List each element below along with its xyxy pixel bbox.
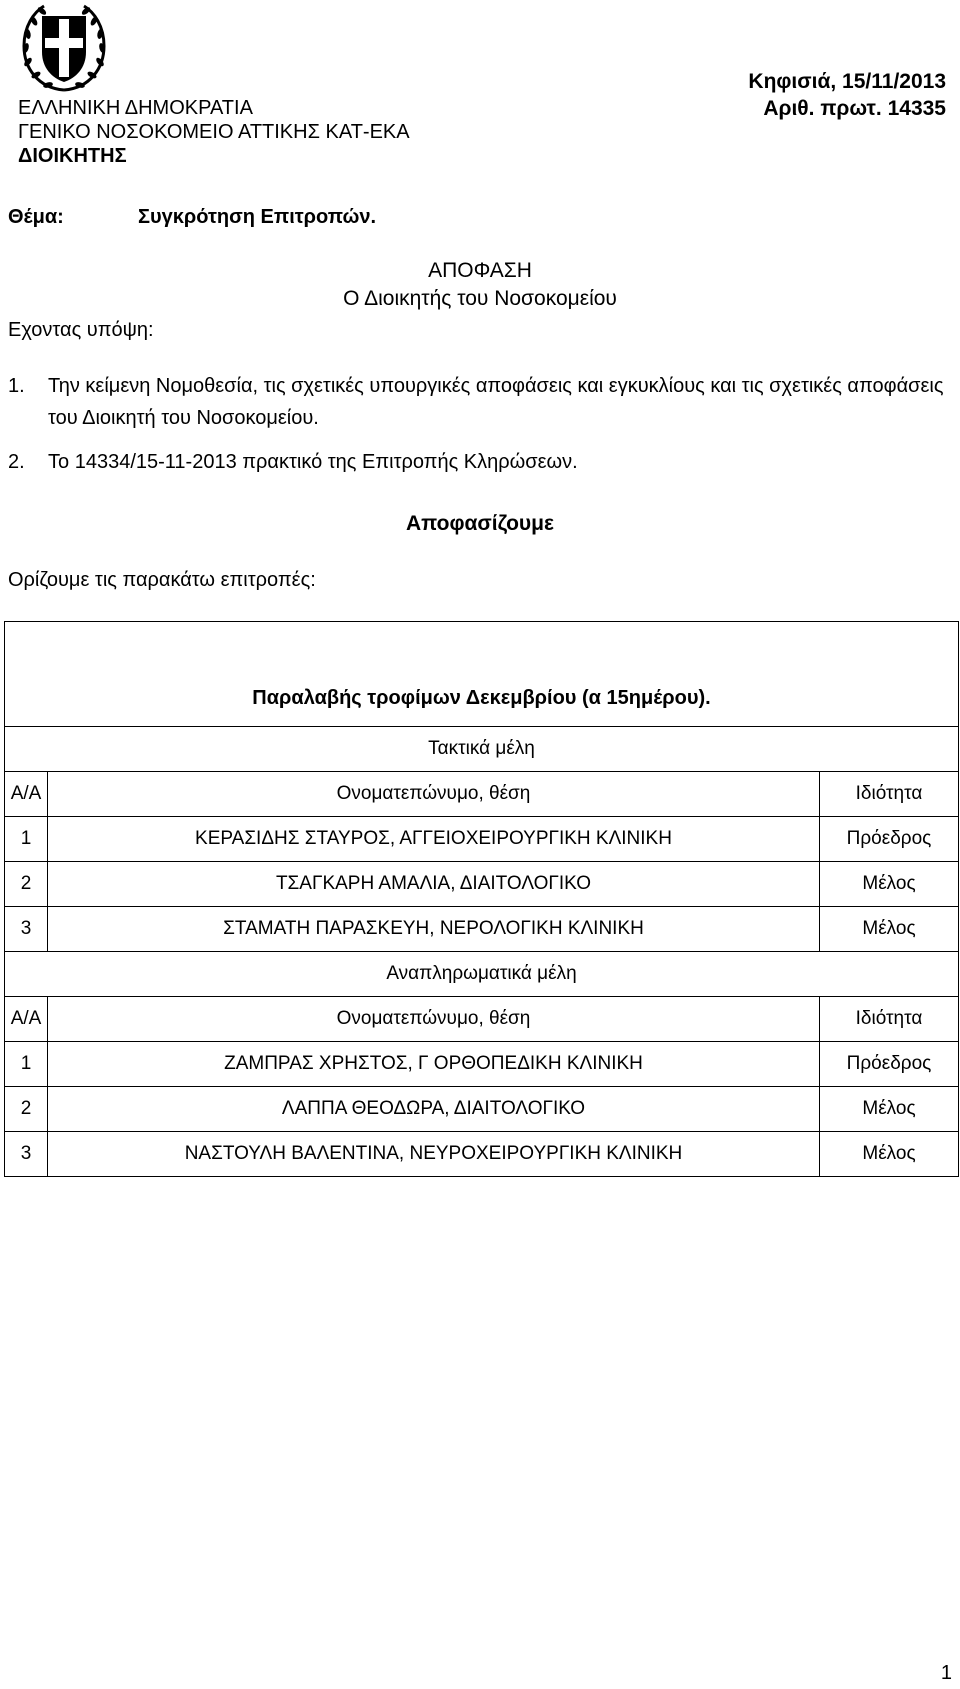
row-name: ΣΤΑΜΑΤΗ ΠΑΡΑΣΚΕΥΗ, ΝΕΡΟΛΟΓΙΚΗ ΚΛΙΝΙΚΗ bbox=[48, 907, 820, 952]
row-name: ΤΣΑΓΚΑΡΗ ΑΜΑΛΙΑ, ΔΙΑΙΤΟΛΟΓΙΚΟ bbox=[48, 862, 820, 907]
row-role: Μέλος bbox=[820, 1132, 959, 1177]
considering-label: Εχοντας υπόψη: bbox=[8, 319, 154, 341]
protocol-number: Αριθ. πρωτ. 14335 bbox=[763, 97, 946, 120]
list-item bbox=[8, 446, 948, 478]
row-role: Πρόεδρος bbox=[820, 1042, 959, 1087]
committee-table bbox=[4, 621, 959, 1177]
list-item bbox=[8, 370, 948, 434]
alternate-members-row bbox=[5, 952, 959, 997]
row-role: Μέλος bbox=[820, 907, 959, 952]
column-header-name: Ονοματεπώνυμο, θέση bbox=[48, 772, 820, 817]
resolution-title: Αποφασίζουμε bbox=[406, 512, 554, 535]
committee-title-row bbox=[5, 622, 959, 727]
row-index: 1 bbox=[5, 817, 48, 862]
decision-subtitle: Ο Διοικητής του Νοσοκομείου bbox=[343, 287, 617, 310]
decision-title-block bbox=[0, 257, 960, 313]
list-item-number: 2. bbox=[8, 451, 25, 473]
issuer-block bbox=[18, 96, 410, 168]
regular-members-label: Τακτικά μέλη bbox=[5, 727, 959, 772]
table-row bbox=[5, 907, 959, 952]
considering-list bbox=[8, 370, 948, 490]
decision-title: ΑΠΟΦΑΣΗ bbox=[428, 259, 532, 282]
row-role: Μέλος bbox=[820, 1087, 959, 1132]
row-role: Πρόεδρος bbox=[820, 817, 959, 862]
row-role: Μέλος bbox=[820, 862, 959, 907]
column-header-name: Ονοματεπώνυμο, θέση bbox=[48, 997, 820, 1042]
table-row bbox=[5, 817, 959, 862]
row-index: 2 bbox=[5, 1087, 48, 1132]
row-name: ΝΑΣΤΟΥΛΗ ΒΑΛΕΝΤΙΝΑ, ΝΕΥΡΟΧΕΙΡΟΥΡΓΙΚΗ ΚΛΙΝΙΚΗ bbox=[48, 1132, 820, 1177]
committee-title: Παραλαβής τροφίμων Δεκεμβρίου (α 15ημέρου). bbox=[5, 622, 959, 727]
table-header-row bbox=[5, 772, 959, 817]
column-header-index: Α/Α bbox=[5, 772, 48, 817]
row-index: 2 bbox=[5, 862, 48, 907]
table-row bbox=[5, 1042, 959, 1087]
subject-text: Συγκρότηση Επιτροπών. bbox=[138, 206, 377, 228]
alternate-members-label: Αναπληρωματικά μέλη bbox=[5, 952, 959, 997]
row-index: 3 bbox=[5, 907, 48, 952]
row-index: 3 bbox=[5, 1132, 48, 1177]
list-item-number: 1. bbox=[8, 375, 25, 397]
column-header-index: Α/Α bbox=[5, 997, 48, 1042]
page-number: 1 bbox=[940, 1662, 952, 1684]
row-index: 1 bbox=[5, 1042, 48, 1087]
republic-name: ΕΛΛΗΝΙΚΗ ΔΗΜΟΚΡΑΤΙΑ bbox=[18, 97, 253, 119]
subject-label: Θέμα: bbox=[8, 206, 64, 228]
resolution-intro: Ορίζουμε τις παρακάτω επιτροπές: bbox=[8, 569, 316, 591]
column-header-role: Ιδιότητα bbox=[820, 772, 959, 817]
date-protocol-block bbox=[748, 68, 946, 122]
table-row bbox=[5, 862, 959, 907]
row-name: ΚΕΡΑΣΙΔΗΣ ΣΤΑΥΡΟΣ, ΑΓΓΕΙΟΧΕΙΡΟΥΡΓΙΚΗ ΚΛΙΝΙΚΗ bbox=[48, 817, 820, 862]
column-header-role: Ιδιότητα bbox=[820, 997, 959, 1042]
row-name: ΖΑΜΠΡΑΣ ΧΡΗΣΤΟΣ, Γ ΟΡΘΟΠΕΔΙΚΗ ΚΛΙΝΙΚΗ bbox=[48, 1042, 820, 1087]
list-item-text: Το 14334/15-11-2013 πρακτικό της Επιτροπής Κληρώσεων. bbox=[48, 451, 578, 473]
table-header-row bbox=[5, 997, 959, 1042]
table-row bbox=[5, 1132, 959, 1177]
department-name: ΔΙΟΙΚΗΤΗΣ bbox=[18, 145, 127, 167]
table-row bbox=[5, 1087, 959, 1132]
place-date: Κηφισιά, 15/11/2013 bbox=[748, 70, 946, 93]
hospital-name: ΓΕΝΙΚΟ ΝΟΣΟΚΟΜΕΙΟ ΑΤΤΙΚΗΣ ΚΑΤ-ΕΚΑ bbox=[18, 121, 410, 143]
regular-members-row bbox=[5, 727, 959, 772]
list-item-text: Την κείμενη Νομοθεσία, τις σχετικές υπουργικές αποφάσεις και εγκυκλίους και τις σχετικές αποφάσεις του Διοικητή του Νοσοκομείου. bbox=[48, 375, 944, 429]
coat-of-arms-emblem-icon bbox=[18, 2, 110, 94]
row-name: ΛΑΠΠΑ ΘΕΟΔΩΡΑ, ΔΙΑΙΤΟΛΟΓΙΚΟ bbox=[48, 1087, 820, 1132]
